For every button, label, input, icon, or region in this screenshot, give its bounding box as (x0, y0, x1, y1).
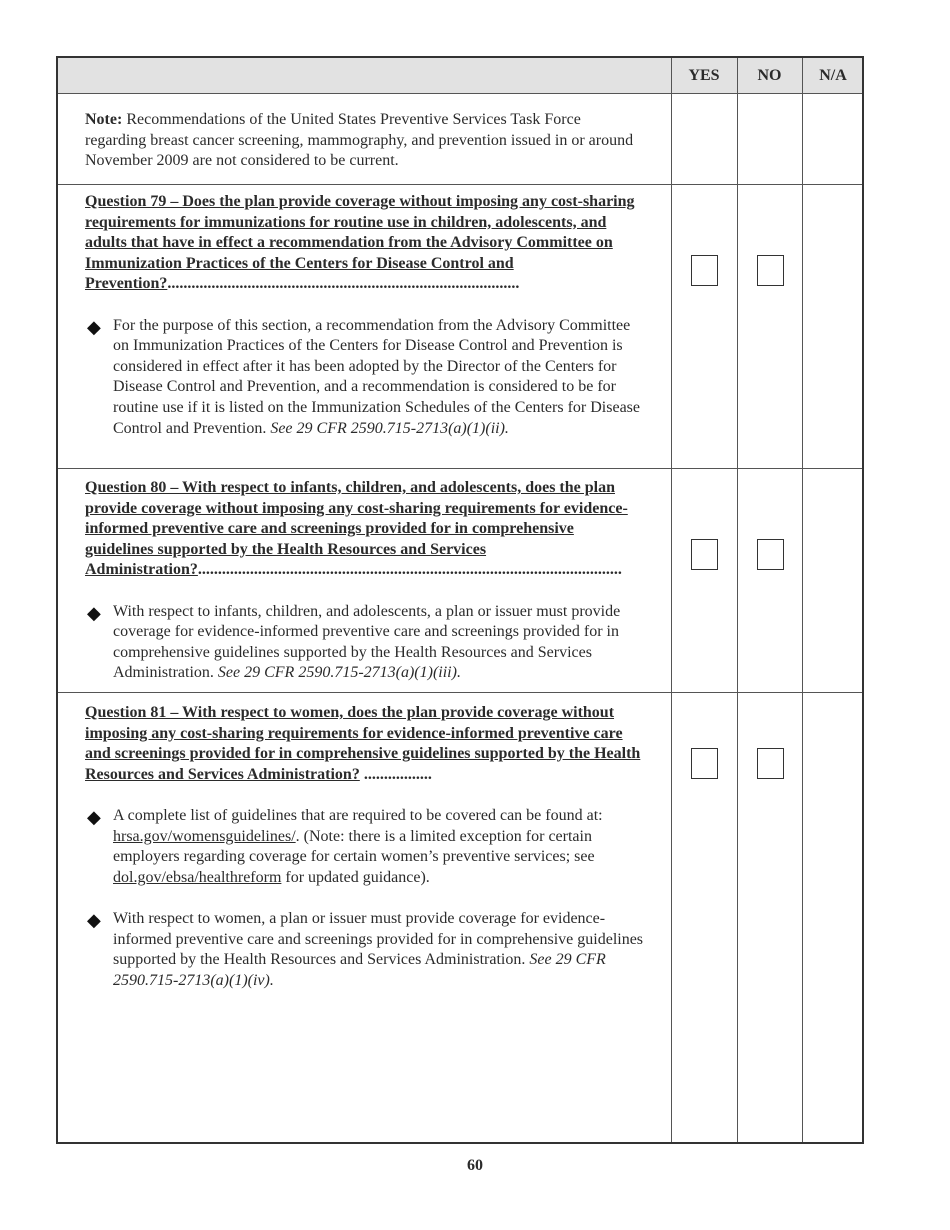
hrsa-guidelines-link[interactable]: hrsa.gov/womensguidelines/ (113, 827, 296, 845)
page-number: 60 (467, 1157, 483, 1174)
question-81-bullet-2: ◆ With respect to women, a plan or issuer must provide coverage for evidence-informed preventive care and screenings provided for in comprehensive guidelines supported by the Health Resources and Services Administration. See 29 CFR 2590.715-2713(a)(1)(iv). (87, 909, 644, 989)
row-divider (58, 692, 862, 693)
regulation-citation: See 29 CFR 2590.715-2713(a)(1)(iv). (113, 951, 606, 989)
question-79-cell (85, 192, 645, 439)
dot-leader: ........................................................................................ (167, 275, 520, 293)
question-80-bullet: ◆ With respect to infants, children, and adolescents, a plan or issuer must provide coverage for evidence-informed preventive care and screenings provided for in comprehensive guidelines supported by the Health Resources and Services Administration. See 29 CFR 2590.715-2713(a)(1)(iii). (87, 602, 621, 682)
question-81-bullet-1: ◆ A complete list of guidelines that are required to be covered can be found at: hrsa.gov/womensguidelines/. (Note: there is a limited exception for certain employers regarding coverage for certain women’s preventive services; see dol.gov/ebsa/healthreform for updated guidance). (87, 806, 603, 886)
question-80-no-checkbox[interactable] (757, 539, 784, 570)
regulation-citation: See 29 CFR 2590.715-2713(a)(1)(ii). (270, 419, 509, 437)
diamond-bullet-icon: ◆ (87, 806, 101, 827)
dol-healthreform-link[interactable]: dol.gov/ebsa/healthreform (113, 868, 282, 886)
row-divider (58, 93, 862, 94)
question-81-cell (85, 703, 645, 991)
question-79-title: Question 79 – Does the plan provide coverage without imposing any cost-sharing requirements for immunizations for routine use in children, adolescents, and adults that have in effect a recommendation from the Advisory Committee on Immunization Practices of the Centers for Disease Control and Prevention? (85, 193, 635, 293)
question-81-title: Question 81 – With respect to women, does the plan provide coverage without imposing any cost-sharing requirements for evidence-informed preventive care and screenings provided for in comprehensive guidelines supported by the Health Resources and Services Administration? (85, 704, 641, 783)
diamond-bullet-icon: ◆ (87, 316, 101, 337)
diamond-bullet-icon: ◆ (87, 909, 101, 930)
question-79-no-checkbox[interactable] (757, 255, 784, 286)
question-80-title: Question 80 – With respect to infants, children, and adolescents, does the plan provide coverage without imposing any cost-sharing requirements for evidence-informed preventive care and screenings provided for in comprehensive guidelines supported by the Health Resources and Services Administration? (85, 479, 628, 579)
diamond-bullet-icon: ◆ (87, 602, 101, 623)
question-79-yes-checkbox[interactable] (691, 255, 718, 286)
dot-leader: .......................................................................................................... (197, 561, 622, 579)
note-label: Note: (85, 111, 123, 128)
column-divider (671, 58, 672, 1142)
checklist-table (56, 56, 864, 1144)
note-cell (85, 110, 645, 172)
column-divider (802, 58, 803, 1142)
question-80-yes-checkbox[interactable] (691, 539, 718, 570)
row-divider (58, 468, 862, 469)
note-text: Recommendations of the United States Preventive Services Task Force regarding breast cancer screening, mammography, and prevention issued in or around November 2009 are not considered to be current. (85, 111, 634, 170)
question-81-no-checkbox[interactable] (757, 748, 784, 779)
column-header-na: N/A (819, 67, 847, 84)
column-divider (737, 58, 738, 1142)
regulation-citation: See 29 CFR 2590.715-2713(a)(1)(iii). (217, 664, 461, 682)
row-divider (58, 184, 862, 185)
dot-leader: ................. (359, 765, 432, 783)
column-header-yes: YES (688, 67, 720, 84)
question-81-yes-checkbox[interactable] (691, 748, 718, 779)
column-header-no: NO (757, 67, 782, 84)
question-80-cell (85, 478, 645, 684)
question-79-bullet: ◆ For the purpose of this section, a recommendation from the Advisory Committee on Immunization Practices of the Centers for Disease Control and Prevention is considered in effect after it has been adopted by the Director of the Centers for Disease Control and Prevention, and a recommendation is considered to be for routine use if it is listed on the Immunization Schedules of the Centers for Disease Control and Prevention. See 29 CFR 2590.715-2713(a)(1)(ii). (87, 316, 640, 437)
